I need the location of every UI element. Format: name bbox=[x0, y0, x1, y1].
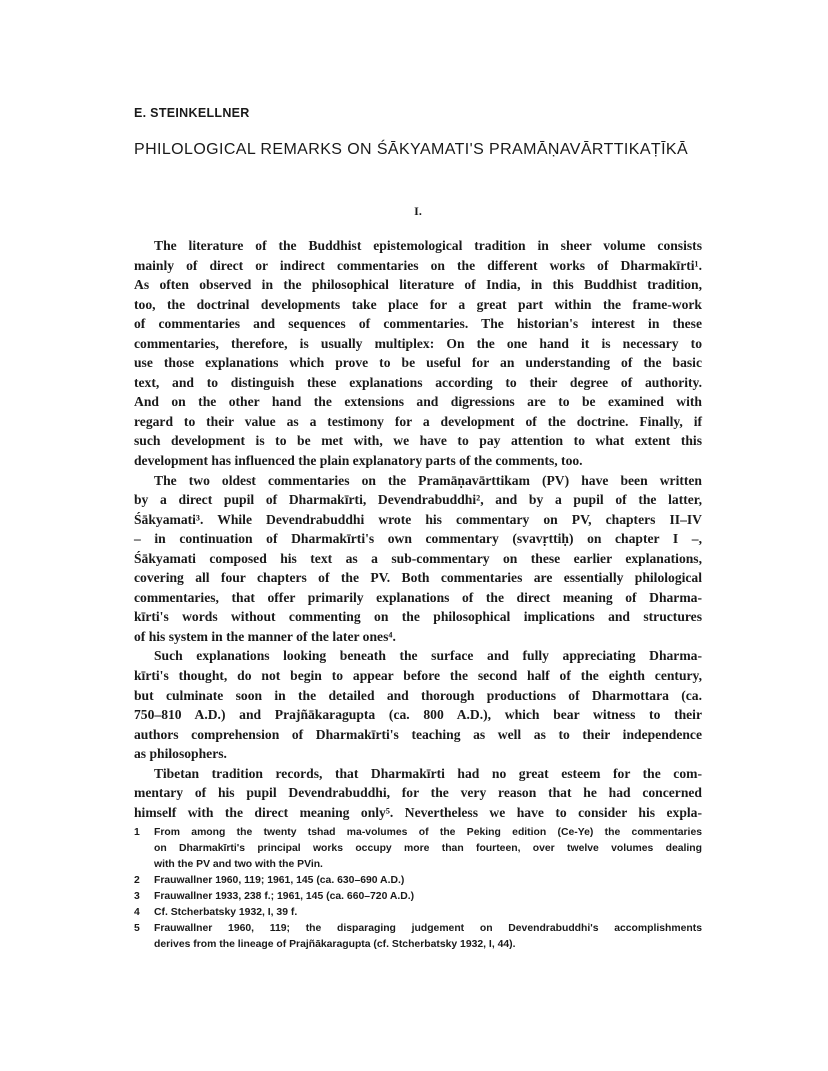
body-line: himself with the direct meaning only⁵. Nevertheless we have to consider his expla- bbox=[134, 804, 702, 820]
body-line: kīrti's words without commenting on the philosophical implications and structures bbox=[134, 609, 702, 625]
body-line: kīrti's thought, do not begin to appear before the second half of the eighth century, bbox=[134, 668, 702, 684]
body-line: The literature of the Buddhist epistemological tradition in sheer volume consists bbox=[154, 238, 702, 253]
section-number: I. bbox=[414, 204, 422, 218]
footnote bbox=[134, 889, 702, 905]
body-line: commentaries, that offer primarily explanations of the direct meaning of Dharma- bbox=[134, 589, 702, 605]
body-line: mainly of direct or indirect commentaries on the different works of Dharmakīrti¹. bbox=[134, 257, 702, 273]
body-line: too, the doctrinal developments take place for a great part within the frame-work bbox=[134, 296, 702, 312]
body-line: And on the other hand the extensions and digressions are to be examined with bbox=[134, 394, 702, 410]
footnote-number: 2 bbox=[134, 875, 140, 886]
footnote bbox=[134, 921, 702, 953]
body-line: mentary of his pupil Devendrabuddhi, for the very reason that he had concerned bbox=[134, 785, 702, 801]
footnotes bbox=[134, 825, 702, 953]
body-line: of commentaries and sequences of commentaries. The historian's interest in these bbox=[134, 316, 702, 332]
body-line: Tibetan tradition records, that Dharmakīrti had no great esteem for the com- bbox=[154, 765, 702, 781]
body-line: Śākyamati composed his text as a sub-commentary on these earlier explanations, bbox=[134, 550, 702, 566]
footnote-number: 1 bbox=[134, 827, 140, 838]
body-line: Śākyamati³. While Devendrabuddhi wrote his commentary on PV, chapters II–IV bbox=[134, 511, 702, 527]
footnote-line: with the PV and two with the PVin. bbox=[154, 859, 323, 870]
footnote-line: Frauwallner 1960, 119; 1961, 145 (ca. 630–690 A.D.) bbox=[154, 875, 405, 886]
body-line: As often observed in the philosophical literature of India, in this Buddhist tradition, bbox=[134, 277, 702, 293]
footnote bbox=[134, 825, 702, 873]
body-line: as philosophers. bbox=[134, 746, 227, 762]
body-line: – in continuation of Dharmakīrti's own commentary (svavṛttiḥ) on chapter I –, bbox=[134, 531, 702, 547]
body-line: development has influenced the plain explanatory parts of the comments, too. bbox=[134, 453, 583, 469]
body-line: Such explanations looking beneath the surface and fully appreciating Dharma- bbox=[154, 648, 702, 664]
footnote-line: Cf. Stcherbatsky 1932, I, 39 f. bbox=[154, 907, 298, 918]
body-line: The two oldest commentaries on the Pramāṇavārttikam (PV) have been written bbox=[154, 472, 702, 488]
footnote bbox=[134, 873, 702, 889]
footnote-line: Frauwallner 1960, 119; the disparaging judgement on Devendrabuddhi's accomplishments bbox=[154, 923, 702, 934]
footnote bbox=[134, 905, 702, 921]
author-name: E. STEINKELLNER bbox=[134, 106, 250, 120]
body-line: by a direct pupil of Dharmakīrti, Devendrabuddhi², and by a pupil of the latter, bbox=[134, 492, 702, 508]
footnote-number: 3 bbox=[134, 891, 140, 902]
body-text bbox=[134, 236, 702, 822]
body-line: authors comprehension of Dharmakīrti's teaching as well as to their independence bbox=[134, 726, 702, 742]
footnote-line: derives from the lineage of Prajñākaragupta (cf. Stcherbatsky 1932, I, 44). bbox=[154, 939, 516, 950]
footnote-line: on Dharmakīrti's principal works occupy more than fourteen, over twelve volumes dealing bbox=[154, 843, 702, 854]
body-line: commentaries, therefore, is usually multiplex: On the one hand it is necessary to bbox=[134, 335, 702, 351]
body-line: but culminate soon in the detailed and thorough productions of Dharmottara (ca. bbox=[134, 687, 702, 703]
footnote-number: 5 bbox=[134, 923, 140, 934]
body-line: 750–810 A.D.) and Prajñākaragupta (ca. 800 A.D.), which bear witness to their bbox=[134, 707, 702, 723]
article-title: PHILOLOGICAL REMARKS ON ŚĀKYAMATI'S PRAMĀṆAVĀRTTIKAṬĪKĀ bbox=[134, 141, 689, 158]
body-line: text, and to distinguish these explanations according to their degree of authority. bbox=[134, 374, 702, 390]
footnote-line: From among the twenty tshad ma-volumes of the Peking edition (Ce-Ye) the commentaries bbox=[154, 827, 702, 838]
body-line: of his system in the manner of the later ones⁴. bbox=[134, 628, 396, 644]
footnote-number: 4 bbox=[134, 907, 140, 918]
body-line: such development is to be met with, we have to pay attention to what extent this bbox=[134, 433, 702, 449]
body-line: covering all four chapters of the PV. Both commentaries are essentially philological bbox=[134, 570, 702, 586]
body-line: use those explanations which prove to be useful for an understanding of the basic bbox=[134, 355, 702, 371]
body-line: regard to their value as a testimony for a development of the doctrine. Finally, if bbox=[134, 413, 702, 429]
footnote-line: Frauwallner 1933, 238 f.; 1961, 145 (ca. 660–720 A.D.) bbox=[154, 891, 415, 902]
